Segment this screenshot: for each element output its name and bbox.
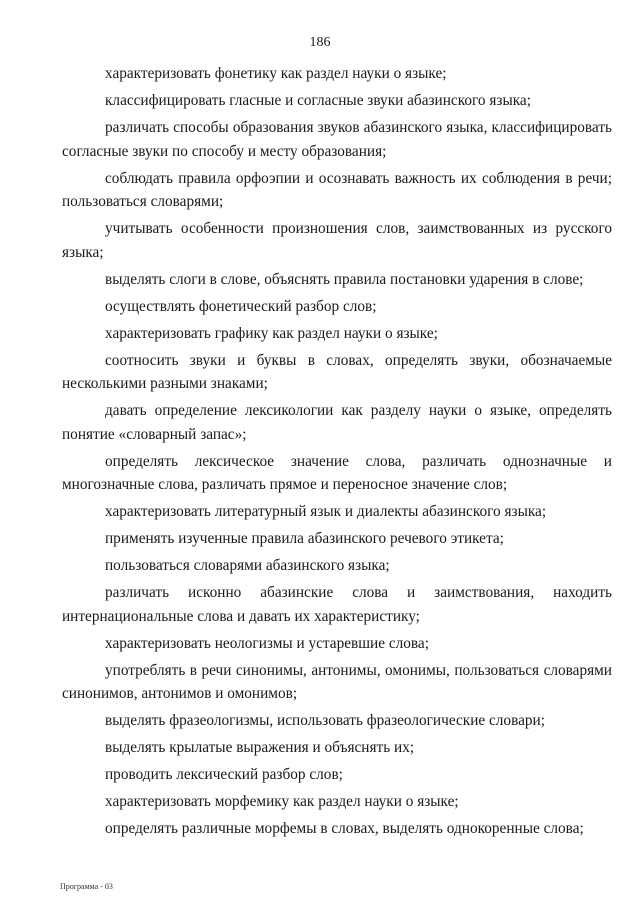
list-item: определять различные морфемы в словах, выделять однокоренные слова; bbox=[105, 820, 584, 837]
list-item: давать определение лексикологии как разделу науки о языке, определять понятие «словарный запас»; bbox=[62, 402, 612, 443]
footer-label: Программа - 03 bbox=[60, 882, 113, 891]
list-item: выделять слоги в слове, объяснять правила постановки ударения в слове; bbox=[105, 270, 584, 288]
list-item: применять изученные правила абазинского речевого этикета; bbox=[105, 530, 504, 547]
list-item: определять лексическое значение слова, различать однозначные и многозначные слова, различать прямое и переносное значение слов; bbox=[62, 452, 612, 493]
list-item: соотносить звуки и буквы в словах, определять звуки, обозначаемые несколькими разными знаками; bbox=[62, 351, 612, 392]
list-item: характеризовать морфемику как раздел науки о языке; bbox=[105, 793, 459, 810]
list-item: пользоваться словарями абазинского языка; bbox=[105, 557, 390, 574]
page-number: 186 bbox=[309, 35, 331, 50]
list-item: соблюдать правила орфоэпии и осознавать важность их соблюдения в речи; пользоваться словарями; bbox=[62, 169, 612, 210]
list-item: характеризовать графику как раздел науки о языке; bbox=[105, 324, 438, 342]
list-item: проводить лексический разбор слов; bbox=[105, 766, 343, 783]
list-item: характеризовать неологизмы и устаревшие слова; bbox=[105, 634, 429, 652]
list-item: характеризовать литературный язык и диалекты абазинского языка; bbox=[105, 503, 547, 520]
list-item: выделять фразеологизмы, использовать фразеологические словари; bbox=[105, 712, 545, 729]
list-item: учитывать особенности произношения слов, заимствованных из русского языка; bbox=[62, 220, 612, 261]
list-item: осуществлять фонетический разбор слов; bbox=[105, 297, 377, 315]
list-item: употреблять в речи синонимы, антонимы, омонимы, пользоваться словарями синонимов, антонимов и омонимов; bbox=[62, 661, 612, 702]
document-body bbox=[62, 62, 612, 844]
list-item: характеризовать фонетику как раздел науки о языке; bbox=[105, 65, 447, 82]
list-item: различать исконно абазинские слова и заимствования, находить интернациональные слова и давать их характеристику; bbox=[62, 584, 612, 625]
list-item: различать способы образования звуков абазинского языка, классифицировать согласные звуки по способу и месту образования; bbox=[62, 119, 612, 160]
list-item: классифицировать гласные и согласные звуки абазинского языка; bbox=[105, 92, 531, 109]
list-item: выделять крылатые выражения и объяснять их; bbox=[105, 739, 415, 756]
